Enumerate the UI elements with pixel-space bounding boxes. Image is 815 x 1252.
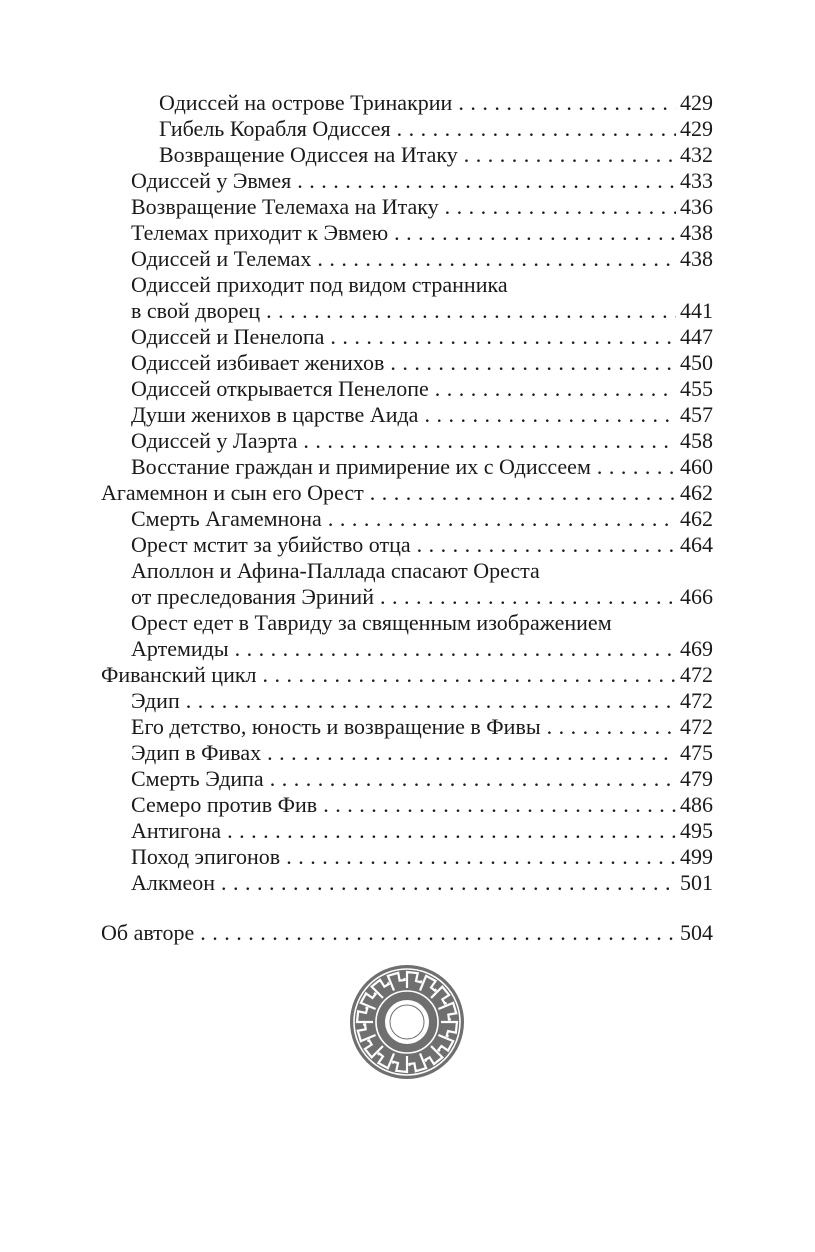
section-gap [101, 896, 713, 920]
dot-leader [328, 506, 676, 532]
toc-entry-title: Его детство, юность и возвращение в Фивы [131, 714, 541, 739]
toc-page-number: 447 [680, 324, 713, 349]
toc-entry[interactable] [101, 766, 713, 792]
toc-entry-title: Возвращение Телемаха на Итаку [131, 194, 439, 219]
toc-entry[interactable] [101, 168, 713, 194]
toc-entry-title: Одиссей открывается Пенелопе [131, 376, 429, 401]
dot-leader [424, 402, 676, 428]
toc-entry-title: Алкмеон [131, 870, 216, 895]
toc-page-number: 458 [680, 428, 713, 453]
toc-entry[interactable] [101, 220, 713, 246]
toc-entry-title: Антигона [131, 818, 222, 843]
dot-leader [380, 584, 676, 610]
toc-entry[interactable] [101, 844, 713, 870]
toc-page-number: 441 [680, 298, 713, 323]
dot-leader [270, 766, 676, 792]
dot-leader [267, 740, 676, 766]
toc-entry-title: Орест едет в Тавриду за священным изображением [131, 610, 612, 635]
dot-leader [186, 688, 676, 714]
dot-leader [390, 350, 676, 376]
dot-leader [303, 428, 676, 454]
toc-page-number: 432 [680, 142, 713, 167]
toc-entry[interactable] [101, 324, 713, 350]
toc-page-number: 438 [680, 220, 713, 245]
dot-leader [221, 870, 676, 896]
toc-entry-title: Смерть Агамемнона [131, 506, 322, 531]
toc-entry[interactable] [101, 194, 713, 220]
toc-page-number: 462 [680, 480, 713, 505]
toc-entry[interactable] [101, 740, 713, 766]
dot-leader [330, 324, 676, 350]
toc-page-number: 499 [680, 844, 713, 869]
dot-leader [323, 792, 676, 818]
toc-entry-title: Одиссей избивает женихов [131, 350, 385, 375]
toc-entry[interactable] [101, 116, 713, 142]
toc-entry[interactable] [101, 532, 713, 558]
toc-entry-title: Одиссей у Лаэрта [131, 428, 298, 453]
toc-entry-title: Одиссей и Телемах [131, 246, 312, 271]
toc-entry-title: Одиссей приходит под видом странника [131, 272, 508, 297]
toc-entry-title: Одиссей на острове Тринакрии [159, 90, 453, 115]
dot-leader [317, 246, 676, 272]
toc-page-number: 457 [680, 402, 713, 427]
toc-entry-title: Эдип в Фивах [131, 740, 262, 765]
dot-leader [597, 454, 676, 480]
toc-entry[interactable] [101, 688, 713, 714]
dot-leader [286, 844, 676, 870]
toc-entry[interactable] [101, 350, 713, 376]
toc-entry[interactable] [101, 142, 713, 168]
toc-entry-title: Гибель Корабля Одиссея [159, 116, 391, 141]
toc-entry-title: Фиванский цикл [101, 662, 257, 687]
toc-page-number: 466 [680, 584, 713, 609]
dot-leader [235, 636, 676, 662]
dot-leader [547, 714, 676, 740]
toc-page-number: 460 [680, 454, 713, 479]
toc-page-number: 469 [680, 636, 713, 661]
dot-leader [445, 194, 676, 220]
toc-entry-title: Орест мстит за убийство отца [131, 532, 411, 557]
toc-entry-title: Смерть Эдипа [131, 766, 264, 791]
toc-page-number: 436 [680, 194, 713, 219]
toc-entry-title: Агамемнон и сын его Орест [101, 480, 364, 505]
dot-leader [297, 168, 676, 194]
toc-entry[interactable] [101, 818, 713, 844]
toc-entry[interactable] [101, 428, 713, 454]
toc-entry-title: Поход эпигонов [131, 844, 281, 869]
table-of-contents [101, 90, 713, 946]
toc-entry-title: Одиссей у Эвмея [131, 168, 292, 193]
toc-page-number: 495 [680, 818, 713, 843]
toc-entry[interactable] [101, 480, 713, 506]
toc-entry-title: Души женихов в царстве Аида [131, 402, 419, 427]
toc-entry[interactable] [101, 376, 713, 402]
toc-entry-title: Об авторе [101, 920, 195, 945]
toc-entry[interactable] [101, 714, 713, 740]
toc-page-number: 464 [680, 532, 713, 557]
toc-entry-title: Возвращение Одиссея на Итаку [159, 142, 458, 167]
toc-page-number: 475 [680, 740, 713, 765]
dot-leader [458, 90, 676, 116]
toc-entry-title: Аполлон и Афина-Паллада спасают Ореста [131, 558, 540, 583]
dot-leader [200, 920, 676, 946]
toc-entry[interactable] [101, 506, 713, 532]
toc-entry[interactable] [101, 558, 713, 610]
toc-entry[interactable] [101, 402, 713, 428]
toc-page-number: 455 [680, 376, 713, 401]
dot-leader [394, 220, 676, 246]
toc-entry-title: Телемах приходит к Эвмею [131, 220, 389, 245]
toc-page-number: 472 [680, 714, 713, 739]
greek-meander-ornament-icon [347, 962, 467, 1082]
toc-entry[interactable] [101, 662, 713, 688]
toc-page-number: 504 [680, 920, 713, 945]
toc-entry[interactable] [101, 610, 713, 662]
toc-page-number: 501 [680, 870, 713, 895]
dot-leader [263, 662, 676, 688]
toc-entry[interactable] [101, 90, 713, 116]
toc-entry-title: Эдип [131, 688, 180, 713]
toc-page-number: 472 [680, 662, 713, 687]
toc-entry[interactable] [101, 792, 713, 818]
toc-page-number: 479 [680, 766, 713, 791]
toc-entry-title: Одиссей и Пенелопа [131, 324, 325, 349]
dot-leader [227, 818, 676, 844]
toc-entry[interactable] [101, 246, 713, 272]
toc-entry-title: Артемиды [131, 636, 229, 661]
toc-page-number: 433 [680, 168, 713, 193]
toc-entry-title: Семеро против Фив [131, 792, 318, 817]
toc-page-number: 438 [680, 246, 713, 271]
toc-entry[interactable] [101, 272, 713, 324]
toc-entry[interactable] [101, 454, 713, 480]
toc-entry-title: Восстание граждан и примирение их с Одиссеем [131, 454, 591, 479]
toc-entry[interactable] [101, 920, 713, 946]
dot-leader [435, 376, 676, 402]
toc-entry-title: от преследования Эриний [131, 584, 374, 609]
toc-page-number: 486 [680, 792, 713, 817]
toc-page-number: 450 [680, 350, 713, 375]
toc-entry-title: в свой дворец [131, 298, 261, 323]
toc-page-number: 462 [680, 506, 713, 531]
toc-page-number: 429 [680, 90, 713, 115]
toc-page-number: 472 [680, 688, 713, 713]
dot-leader [266, 298, 676, 324]
toc-page-number: 429 [680, 116, 713, 141]
dot-leader [417, 532, 676, 558]
dot-leader [397, 116, 676, 142]
dot-leader [370, 480, 676, 506]
toc-entry[interactable] [101, 870, 713, 896]
dot-leader [464, 142, 676, 168]
